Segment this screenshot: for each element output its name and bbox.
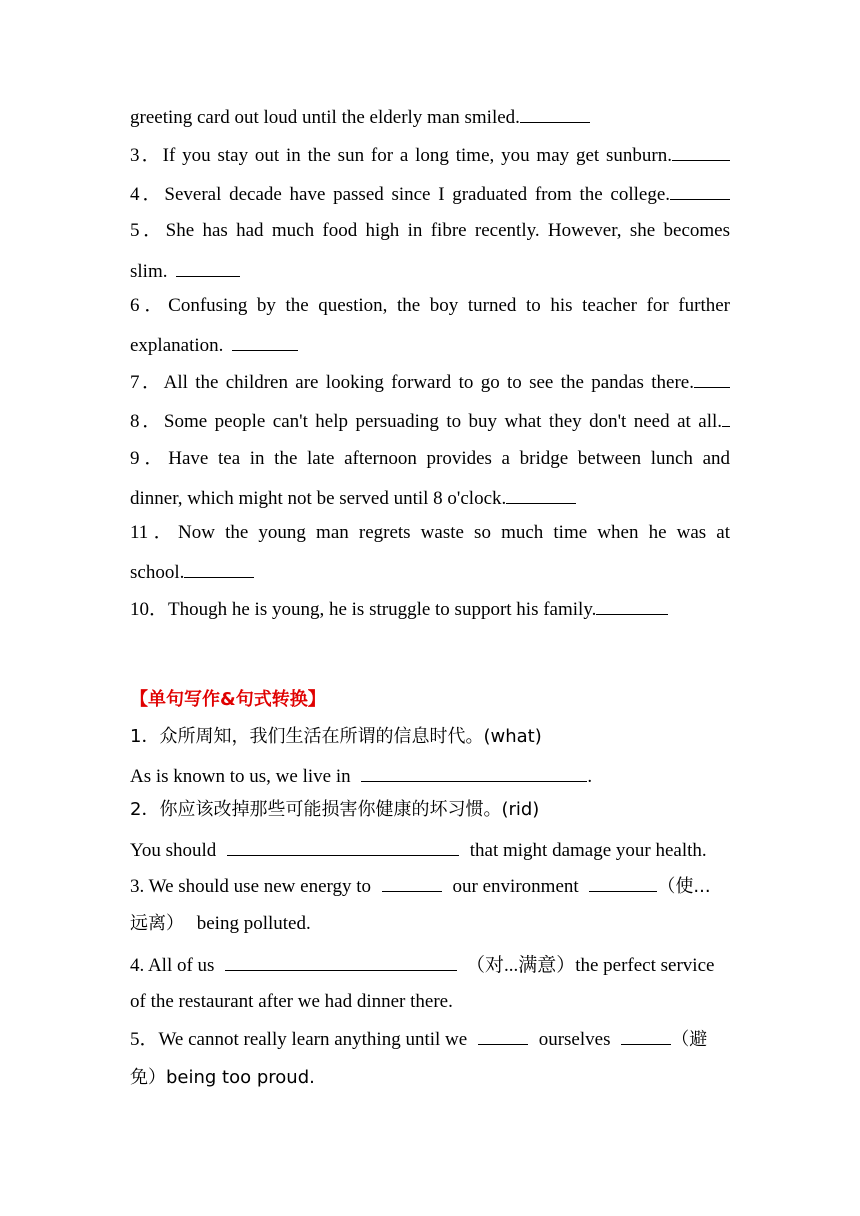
- q3-hint-cont: 远离）: [130, 913, 184, 934]
- q3-line1: [130, 873, 730, 899]
- answer-blank[interactable]: [621, 1026, 671, 1045]
- item-2-continuation: [130, 104, 730, 130]
- item-text: 7．All the children are looking forward to go to see the pandas there.: [130, 372, 694, 393]
- item-10: [130, 596, 730, 622]
- q4-line2: of the restaurant after we had dinner there.: [130, 991, 453, 1012]
- q5-line2: [130, 1066, 730, 1090]
- item-5-continuation: [130, 258, 730, 284]
- item-5: 5．She has had much food high in fibre recently. However, she becomes: [130, 220, 730, 241]
- item-text: 8．Some people can't help persuading to buy what they don't need at all.: [130, 411, 722, 432]
- item-text: greeting card out loud until the elderly man smiled.: [130, 107, 520, 128]
- q2-suffix: that might damage your health.: [469, 840, 707, 861]
- answer-blank[interactable]: [670, 181, 730, 200]
- q5-middle: ourselves: [538, 1029, 611, 1050]
- item-text: school.: [130, 562, 185, 583]
- q3-suffix: being polluted.: [196, 913, 311, 934]
- item-text: 3．If you stay out in the sun for a long time, you may get sunburn.: [130, 145, 672, 166]
- answer-blank[interactable]: [478, 1026, 528, 1045]
- q4-prefix: 4. All of us: [130, 955, 215, 976]
- item-6: 6．Confusing by the question, the boy turned to his teacher for further: [130, 295, 730, 316]
- item-6-continuation: [130, 332, 730, 358]
- answer-blank[interactable]: [596, 596, 668, 615]
- q5-hint-cont: 免）being too proud.: [130, 1067, 315, 1088]
- answer-blank[interactable]: [722, 408, 730, 427]
- q3-line2: [130, 912, 730, 936]
- answer-blank[interactable]: [694, 369, 730, 388]
- item-text: explanation.: [130, 335, 224, 356]
- item-9-continuation: [130, 485, 730, 511]
- q2-prefix: You should: [130, 840, 217, 861]
- answer-blank[interactable]: [382, 873, 442, 892]
- answer-blank[interactable]: [225, 952, 457, 971]
- section-heading: 【单句写作&句式转换】: [130, 689, 326, 710]
- answer-blank[interactable]: [184, 559, 254, 578]
- item-text: slim.: [130, 261, 168, 282]
- item-8: [130, 408, 730, 434]
- item-9: 9．Have tea in the late afternoon provides a bridge between lunch and: [130, 448, 730, 469]
- q1-suffix: .: [587, 766, 593, 787]
- q5-line1: [130, 1026, 730, 1052]
- answer-blank[interactable]: [227, 837, 459, 856]
- item-text: 10．Though he is young, he is struggle to support his family.: [130, 599, 597, 620]
- q4-hint: （对...满意）the perfect service: [465, 955, 715, 976]
- q2-english: [130, 837, 730, 863]
- q1-prefix: As is known to us, we live in: [130, 766, 351, 787]
- item-11: 11．Now the young man regrets waste so much time when he was at: [130, 522, 730, 543]
- answer-blank[interactable]: [232, 332, 298, 351]
- item-4: [130, 181, 730, 207]
- answer-blank[interactable]: [672, 142, 730, 161]
- answer-blank[interactable]: [176, 258, 240, 277]
- item-7: [130, 369, 730, 395]
- q5-hint: （避: [671, 1029, 708, 1050]
- q1-english: [130, 763, 730, 789]
- answer-blank[interactable]: [506, 485, 576, 504]
- q3-prefix: 3. We should use new energy to: [130, 876, 372, 897]
- q3-middle: our environment: [452, 876, 579, 897]
- item-3: [130, 142, 730, 168]
- item-11-continuation: [130, 559, 730, 585]
- q4-line1: [130, 952, 730, 978]
- item-text: dinner, which might not be served until 8 o'clock.: [130, 488, 507, 509]
- answer-blank[interactable]: [589, 873, 657, 892]
- q3-hint: （使...: [657, 876, 711, 897]
- item-text: 4．Several decade have passed since I graduated from the college.: [130, 184, 670, 205]
- q2-chinese: 2．你应该改掉那些可能损害你健康的坏习惯。(rid): [130, 799, 540, 820]
- answer-blank[interactable]: [520, 104, 590, 123]
- answer-blank[interactable]: [361, 763, 587, 782]
- q5-prefix: 5．We cannot really learn anything until we: [130, 1029, 468, 1050]
- q1-chinese: 1．众所周知，我们生活在所谓的信息时代。(what): [130, 726, 542, 747]
